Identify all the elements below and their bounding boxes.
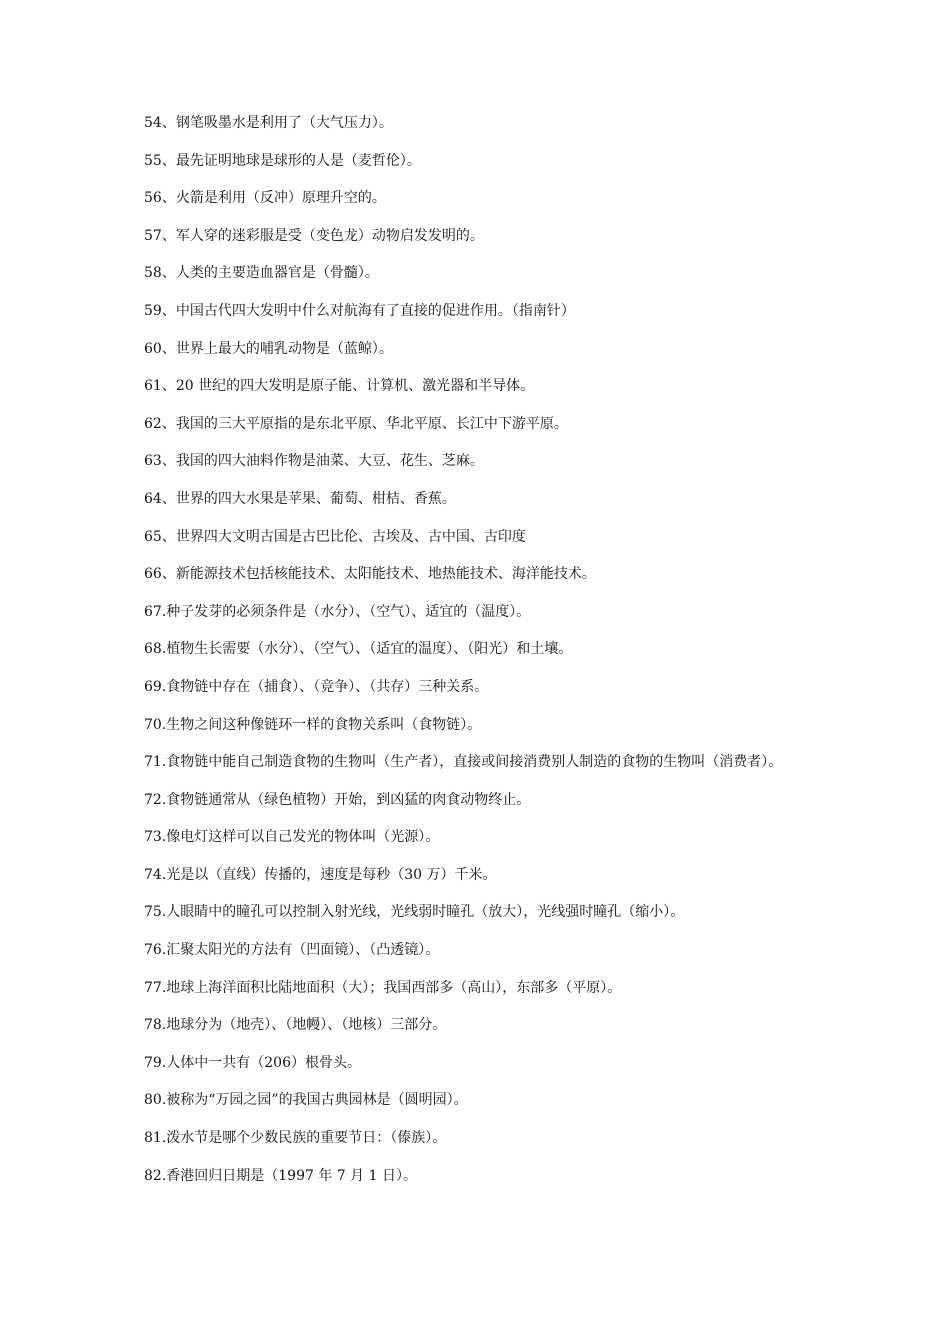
list-item: 76.汇聚太阳光的方法有（凹面镜）、（凸透镜）。	[144, 942, 440, 959]
list-item: 57、军人穿的迷彩服是受（变色龙）动物启发发明的。	[144, 227, 484, 244]
list-item: 55、最先证明地球是球形的人是（麦哲伦）。	[144, 152, 421, 169]
list-item: 67.种子发芽的必须条件是（水分）、（空气）、适宜的（温度）。	[144, 603, 531, 620]
list-item: 71.食物链中能自己制造食物的生物叫（生产者），直接或间接消费别人制造的食物的生物叫（消费者）。	[144, 754, 783, 771]
list-item: 80.被称为“万园之园”的我国古典园林是（圆明园）。	[144, 1092, 468, 1109]
list-item: 79.人体中一共有（206）根骨头。	[144, 1054, 361, 1071]
list-item: 70.生物之间这种像链环一样的食物关系叫（食物链）。	[144, 716, 482, 733]
list-item: 68.植物生长需要（水分）、（空气）、（适宜的温度）、（阳光）和土壤。	[144, 641, 573, 658]
list-item: 65、世界四大文明古国是古巴比伦、古埃及、古中国、古印度	[144, 528, 526, 545]
list-item: 56、火箭是利用（反冲）原理升空的。	[144, 190, 386, 207]
list-item: 81.泼水节是哪个少数民族的重要节日：（傣族）。	[144, 1130, 447, 1147]
question-list	[144, 114, 814, 1204]
list-item: 78.地球分为（地壳）、（地幔）、（地核）三部分。	[144, 1017, 447, 1034]
list-item: 63、我国的四大油料作物是油菜、大豆、花生、芝麻。	[144, 453, 484, 470]
list-item: 61、20 世纪的四大发明是原子能、计算机、激光器和半导体。	[144, 378, 535, 395]
list-item: 75.人眼睛中的瞳孔可以控制入射光线，光线弱时瞳孔（放大），光线强时瞳孔（缩小）。	[144, 904, 685, 921]
list-item: 66、新能源技术包括核能技术、太阳能技术、地热能技术、海洋能技术。	[144, 566, 596, 583]
list-item: 59、中国古代四大发明中什么对航海有了直接的促进作用。（指南针）	[144, 302, 575, 319]
list-item: 64、世界的四大水果是苹果、葡萄、柑桔、香蕉。	[144, 490, 456, 507]
list-item: 72.食物链通常从（绿色植物）开始，到凶猛的肉食动物终止。	[144, 791, 531, 808]
list-item: 54、钢笔吸墨水是利用了（大气压力）。	[144, 115, 393, 131]
list-item: 69.食物链中存在（捕食）、（竞争）、（共存）三种关系。	[144, 678, 489, 695]
list-item: 60、世界上最大的哺乳动物是（蓝鲸）。	[144, 340, 393, 357]
list-item: 82.香港回归日期是（1997 年 7 月 1 日）。	[144, 1167, 417, 1184]
list-item: 74.光是以（直线）传播的，速度是每秒（30 万）千米。	[144, 866, 497, 883]
list-item: 73.像电灯这样可以自己发光的物体叫（光源）。	[144, 829, 440, 846]
list-item: 62、我国的三大平原指的是东北平原、华北平原、长江中下游平原。	[144, 415, 568, 432]
list-item: 77.地球上海洋面积比陆地面积（大）；我国西部多（高山），东部多（平原）。	[144, 979, 622, 996]
list-item: 58、人类的主要造血器官是（骨髓）。	[144, 265, 379, 282]
